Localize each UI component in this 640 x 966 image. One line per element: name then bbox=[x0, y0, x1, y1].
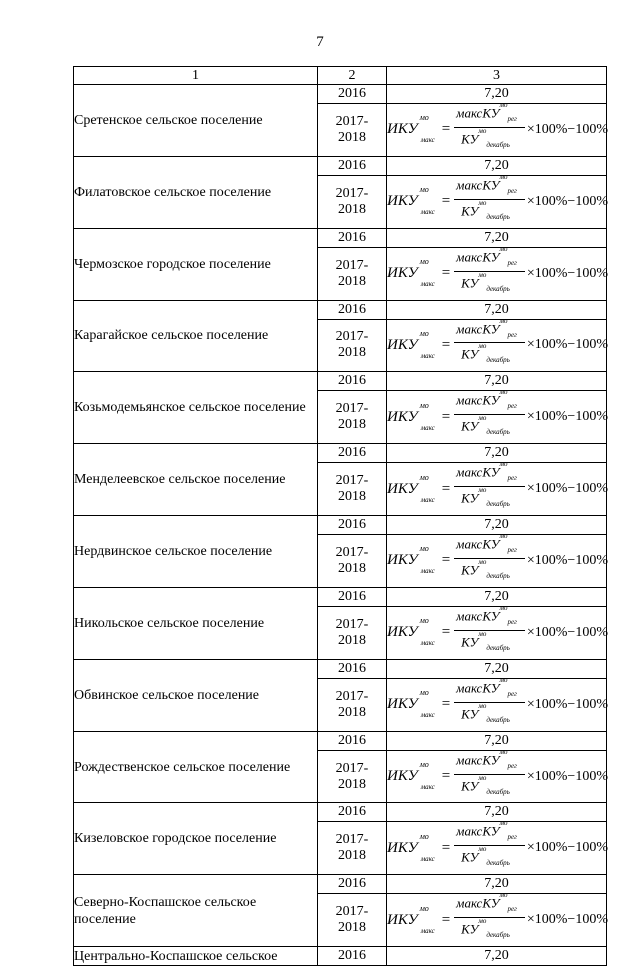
formula-lhs-symbol: ИКУ bbox=[387, 768, 418, 785]
settlement-name: Филатовское сельское поселение bbox=[74, 156, 318, 228]
year-range-cell: 2017- 2018 bbox=[318, 175, 387, 228]
table-row bbox=[74, 444, 607, 463]
formula-denominator-superscript: мо bbox=[478, 126, 487, 135]
formula-lhs bbox=[387, 257, 438, 289]
formula-lhs bbox=[387, 185, 438, 217]
formula-denominator-symbol: КУ bbox=[461, 418, 479, 434]
formula-numerator bbox=[454, 891, 525, 918]
table-row bbox=[74, 803, 607, 822]
formula-equals: = bbox=[441, 193, 451, 210]
capacity-increase-formula bbox=[387, 819, 608, 874]
formula-numerator-symbol: максКУ bbox=[456, 608, 500, 624]
formula-denominator-symbol: КУ bbox=[461, 490, 479, 506]
formula-numerator-symbol: максКУ bbox=[456, 105, 500, 121]
formula-fraction bbox=[454, 172, 525, 228]
formula-lhs-subscript: макс bbox=[420, 351, 435, 360]
formula-numerator-subscript: рег bbox=[507, 689, 517, 698]
formula-numerator-subscript: рег bbox=[507, 474, 517, 483]
formula-cell bbox=[387, 388, 608, 444]
formula-tail: ×100%−100% bbox=[526, 768, 608, 784]
formula-denominator-symbol: КУ bbox=[461, 849, 479, 865]
formula-numerator-subscript: рег bbox=[507, 545, 517, 554]
formula-lhs-subscript: макс bbox=[420, 926, 435, 935]
formula-numerator-subscript: рег bbox=[507, 402, 517, 411]
formula-denominator-subscript: декабрь bbox=[486, 859, 510, 868]
formula-denominator-subscript: декабрь bbox=[486, 643, 510, 652]
table-row bbox=[74, 875, 607, 894]
formula-fraction bbox=[454, 891, 525, 946]
formula-denominator-subscript: декабрь bbox=[486, 284, 510, 293]
formula-cell bbox=[387, 603, 608, 659]
capacity-increase-formula bbox=[387, 603, 608, 659]
formula-numerator bbox=[454, 101, 525, 128]
formula-fraction bbox=[454, 819, 525, 874]
year-cell: 2016 bbox=[318, 731, 387, 750]
index-value: 7,20 bbox=[387, 228, 607, 247]
year-range-cell: 2017- 2018 bbox=[318, 822, 387, 875]
formula-cell bbox=[387, 532, 608, 588]
capacity-increase-formula bbox=[387, 532, 608, 587]
index-value: 7,20 bbox=[387, 947, 607, 966]
formula-numerator-symbol: максКУ bbox=[456, 536, 500, 552]
formula-fraction bbox=[454, 532, 525, 587]
formula-equals: = bbox=[441, 480, 451, 497]
formula-numerator-superscript: мо bbox=[499, 819, 508, 828]
year-range-cell: 2017- 2018 bbox=[318, 104, 387, 157]
table-row bbox=[74, 587, 607, 606]
formula-lhs-subscript: макс bbox=[420, 423, 435, 432]
formula-lhs-subscript: макс bbox=[420, 567, 435, 576]
formula-denominator-superscript: мо bbox=[478, 845, 487, 854]
formula-denominator-subscript: декабрь bbox=[486, 140, 510, 149]
index-value: 7,20 bbox=[387, 731, 607, 750]
formula-tail: ×100%−100% bbox=[526, 912, 608, 928]
year-range-cell: 2017- 2018 bbox=[318, 391, 387, 444]
year-range-cell: 2017- 2018 bbox=[318, 678, 387, 731]
formula-denominator bbox=[459, 703, 520, 731]
formula-denominator bbox=[459, 846, 520, 874]
formula-lhs bbox=[387, 472, 438, 504]
formula-denominator bbox=[459, 631, 520, 659]
table-row bbox=[74, 156, 607, 175]
settlement-name: Кизеловское городское поселение bbox=[74, 803, 318, 875]
column-header-2: 2 bbox=[318, 67, 387, 85]
formula-denominator-superscript: мо bbox=[478, 917, 487, 926]
formula-denominator bbox=[459, 343, 520, 371]
formula-denominator-symbol: КУ bbox=[461, 634, 479, 650]
settlement-name: Карагайское сельское поселение bbox=[74, 300, 318, 372]
index-value: 7,20 bbox=[387, 372, 607, 391]
year-cell: 2016 bbox=[318, 228, 387, 247]
formula-numerator-superscript: мо bbox=[499, 675, 508, 684]
formula-equals: = bbox=[441, 839, 451, 856]
formula-numerator-superscript: мо bbox=[499, 172, 508, 181]
table-row bbox=[74, 516, 607, 535]
year-cell: 2016 bbox=[318, 300, 387, 319]
formula-denominator-subscript: декабрь bbox=[486, 500, 510, 509]
formula-denominator-subscript: декабрь bbox=[486, 931, 510, 940]
formula-lhs-symbol: ИКУ bbox=[387, 552, 418, 569]
table-row bbox=[74, 659, 607, 678]
formula-lhs-symbol: ИКУ bbox=[387, 265, 418, 282]
formula-cell bbox=[387, 172, 608, 228]
page-number: 7 bbox=[316, 34, 324, 50]
table-row bbox=[74, 228, 607, 247]
formula-tail: ×100%−100% bbox=[526, 409, 608, 425]
formula-numerator-subscript: рег bbox=[507, 330, 517, 339]
formula-denominator-superscript: мо bbox=[478, 773, 487, 782]
formula-cell bbox=[387, 244, 608, 300]
formula-numerator-symbol: максКУ bbox=[456, 895, 500, 911]
index-value: 7,20 bbox=[387, 516, 607, 535]
table-row bbox=[74, 947, 607, 966]
formula-lhs bbox=[387, 113, 438, 145]
formula-equals: = bbox=[441, 552, 451, 569]
formula-numerator bbox=[454, 675, 525, 703]
formula-lhs bbox=[387, 400, 438, 432]
formula-denominator-subscript: декабрь bbox=[486, 428, 510, 437]
formula-numerator-symbol: максКУ bbox=[456, 392, 500, 408]
formula-denominator-symbol: КУ bbox=[461, 346, 479, 362]
index-value: 7,20 bbox=[387, 587, 607, 606]
year-cell: 2016 bbox=[318, 803, 387, 822]
formula-numerator bbox=[454, 316, 525, 344]
formula-denominator-symbol: КУ bbox=[461, 706, 479, 721]
formula-lhs-subscript: макс bbox=[420, 711, 435, 720]
settlement-name: Менделеевское сельское поселение bbox=[74, 444, 318, 516]
formula-denominator-symbol: КУ bbox=[461, 562, 479, 578]
formula-fraction bbox=[454, 316, 525, 372]
formula-lhs-superscript: мо bbox=[419, 688, 429, 698]
column-header-1: 1 bbox=[74, 67, 318, 85]
formula-lhs bbox=[387, 903, 438, 935]
formula-tail: ×100%−100% bbox=[526, 552, 608, 568]
formula-cell bbox=[387, 747, 608, 803]
formula-lhs-subscript: макс bbox=[420, 280, 435, 289]
year-cell: 2016 bbox=[318, 156, 387, 175]
formula-equals: = bbox=[441, 624, 451, 641]
formula-numerator bbox=[454, 460, 525, 487]
settlement-name: Северно-Коспашское сельское поселение bbox=[74, 875, 318, 947]
formula-denominator bbox=[459, 415, 520, 443]
year-cell: 2016 bbox=[318, 659, 387, 678]
formula-lhs-superscript: мо bbox=[419, 472, 429, 482]
formula-lhs-symbol: ИКУ bbox=[387, 624, 418, 641]
formula-lhs-symbol: ИКУ bbox=[387, 121, 418, 138]
year-range-cell: 2017- 2018 bbox=[318, 247, 387, 300]
formula-fraction bbox=[454, 675, 525, 731]
formula-numerator-superscript: мо bbox=[499, 603, 508, 612]
formula-denominator-superscript: мо bbox=[478, 557, 487, 566]
formula-denominator bbox=[459, 128, 520, 156]
formula-numerator-symbol: максКУ bbox=[456, 177, 500, 193]
formula-fraction bbox=[454, 388, 525, 443]
capacity-increase-formula bbox=[387, 101, 608, 156]
formula-equals: = bbox=[441, 696, 451, 713]
formula-lhs-subscript: макс bbox=[420, 639, 435, 648]
formula-cell bbox=[387, 819, 608, 875]
year-range-cell: 2017- 2018 bbox=[318, 535, 387, 588]
formula-numerator-superscript: мо bbox=[499, 747, 508, 756]
settlement-name: Нердвинское сельское поселение bbox=[74, 516, 318, 588]
capacity-increase-formula bbox=[387, 244, 608, 300]
table-row bbox=[74, 300, 607, 319]
formula-tail: ×100%−100% bbox=[526, 265, 608, 281]
settlement-name: Козьмодемьянское сельское поселение bbox=[74, 372, 318, 444]
column-header-3: 3 bbox=[387, 67, 607, 85]
formula-fraction bbox=[454, 101, 525, 156]
formula-lhs-subscript: макс bbox=[420, 208, 435, 217]
year-cell: 2016 bbox=[318, 516, 387, 535]
formula-denominator bbox=[459, 775, 520, 803]
formula-numerator-subscript: рег bbox=[507, 833, 517, 842]
index-value: 7,20 bbox=[387, 85, 607, 104]
index-value: 7,20 bbox=[387, 659, 607, 678]
capacity-increase-formula bbox=[387, 891, 608, 946]
settlement-name: Чермозское городское поселение bbox=[74, 228, 318, 300]
formula-numerator-superscript: мо bbox=[499, 532, 508, 541]
formula-lhs-superscript: мо bbox=[419, 185, 429, 195]
formula-numerator-symbol: максКУ bbox=[456, 464, 500, 480]
formula-lhs-superscript: мо bbox=[419, 400, 429, 410]
capacity-increase-formula bbox=[387, 172, 608, 228]
capacity-increase-formula bbox=[387, 675, 608, 731]
formula-denominator-superscript: мо bbox=[478, 270, 487, 279]
formula-tail: ×100%−100% bbox=[526, 624, 608, 640]
index-value: 7,20 bbox=[387, 803, 607, 822]
capacity-increase-formula bbox=[387, 460, 608, 515]
formula-numerator bbox=[454, 819, 525, 846]
formula-numerator-superscript: мо bbox=[499, 891, 508, 900]
formula-equals: = bbox=[441, 768, 451, 785]
formula-denominator-superscript: мо bbox=[478, 198, 487, 207]
formula-tail: ×100%−100% bbox=[526, 481, 608, 497]
formula-lhs-superscript: мо bbox=[419, 328, 429, 338]
settlement-name: Центрально-Коспашское сельское bbox=[74, 947, 318, 966]
formula-numerator-symbol: максКУ bbox=[456, 680, 500, 696]
table-row bbox=[74, 372, 607, 391]
formula-lhs-subscript: макс bbox=[420, 783, 435, 792]
year-cell: 2016 bbox=[318, 85, 387, 104]
formula-numerator-subscript: рег bbox=[507, 905, 517, 914]
formula-denominator-subscript: декабрь bbox=[486, 571, 510, 580]
formula-lhs-symbol: ИКУ bbox=[387, 480, 418, 497]
formula-cell bbox=[387, 316, 608, 372]
formula-numerator-subscript: рег bbox=[507, 186, 517, 195]
capacity-increase-formula bbox=[387, 316, 608, 372]
capacity-increase-formula bbox=[387, 747, 608, 803]
formula-numerator-superscript: мо bbox=[499, 244, 508, 253]
formula-denominator-subscript: декабрь bbox=[486, 356, 510, 365]
year-cell: 2016 bbox=[318, 444, 387, 463]
formula-numerator-symbol: максКУ bbox=[456, 823, 500, 839]
formula-denominator bbox=[459, 487, 520, 515]
formula-cell bbox=[387, 891, 608, 947]
formula-tail: ×100%−100% bbox=[526, 121, 608, 137]
formula-denominator-superscript: мо bbox=[478, 701, 487, 710]
formula-lhs-subscript: макс bbox=[420, 136, 435, 145]
formula-lhs-subscript: макс bbox=[420, 495, 435, 504]
formula-denominator-superscript: мо bbox=[478, 414, 487, 423]
formula-lhs bbox=[387, 760, 438, 792]
year-range-cell: 2017- 2018 bbox=[318, 894, 387, 947]
formula-numerator bbox=[454, 172, 525, 200]
formula-numerator-superscript: мо bbox=[499, 388, 508, 397]
formula-lhs-superscript: мо bbox=[419, 113, 429, 123]
settlement-name: Рождественское сельское поселение bbox=[74, 731, 318, 803]
formula-tail: ×100%−100% bbox=[526, 337, 608, 353]
formula-lhs bbox=[387, 688, 438, 720]
formula-numerator-symbol: максКУ bbox=[456, 751, 500, 767]
year-range-cell: 2017- 2018 bbox=[318, 463, 387, 516]
formula-lhs-superscript: мо bbox=[419, 616, 429, 626]
formula-numerator-symbol: максКУ bbox=[456, 320, 500, 336]
formula-fraction bbox=[454, 603, 525, 659]
formula-cell bbox=[387, 101, 608, 157]
formula-denominator-symbol: КУ bbox=[461, 274, 479, 290]
formula-tail: ×100%−100% bbox=[526, 696, 608, 712]
formula-lhs bbox=[387, 616, 438, 648]
formula-numerator bbox=[454, 388, 525, 415]
tariff-table bbox=[73, 66, 607, 966]
formula-lhs bbox=[387, 831, 438, 863]
formula-tail: ×100%−100% bbox=[526, 840, 608, 856]
formula-lhs-symbol: ИКУ bbox=[387, 193, 418, 210]
formula-numerator-subscript: рег bbox=[507, 258, 517, 267]
formula-lhs-symbol: ИКУ bbox=[387, 839, 418, 856]
formula-cell bbox=[387, 460, 608, 516]
formula-fraction bbox=[454, 244, 525, 300]
formula-numerator bbox=[454, 603, 525, 631]
formula-lhs-superscript: мо bbox=[419, 903, 429, 913]
table-row bbox=[74, 85, 607, 104]
formula-lhs-superscript: мо bbox=[419, 831, 429, 841]
formula-denominator bbox=[459, 918, 520, 946]
formula-numerator bbox=[454, 747, 525, 775]
formula-denominator-subscript: декабрь bbox=[486, 212, 510, 221]
formula-equals: = bbox=[441, 408, 451, 425]
formula-denominator bbox=[459, 272, 520, 300]
formula-numerator-superscript: мо bbox=[499, 316, 508, 325]
capacity-increase-formula bbox=[387, 388, 608, 443]
formula-equals: = bbox=[441, 336, 451, 353]
index-value: 7,20 bbox=[387, 444, 607, 463]
formula-lhs-superscript: мо bbox=[419, 257, 429, 267]
formula-lhs-subscript: макс bbox=[420, 854, 435, 863]
settlement-name: Сретенское сельское поселение bbox=[74, 85, 318, 157]
year-range-cell: 2017- 2018 bbox=[318, 319, 387, 372]
formula-lhs bbox=[387, 328, 438, 360]
formula-numerator-superscript: мо bbox=[499, 101, 508, 109]
header-row bbox=[74, 67, 607, 85]
formula-equals: = bbox=[441, 121, 451, 138]
year-cell: 2016 bbox=[318, 587, 387, 606]
formula-denominator-symbol: КУ bbox=[461, 777, 479, 793]
formula-numerator-subscript: рег bbox=[507, 761, 517, 770]
formula-lhs bbox=[387, 544, 438, 576]
formula-tail: ×100%−100% bbox=[526, 193, 608, 209]
formula-numerator-symbol: максКУ bbox=[456, 249, 500, 265]
settlement-name: Никольское сельское поселение bbox=[74, 587, 318, 659]
formula-denominator-symbol: КУ bbox=[461, 921, 479, 937]
formula-cell bbox=[387, 675, 608, 731]
formula-fraction bbox=[454, 747, 525, 803]
year-cell: 2016 bbox=[318, 372, 387, 391]
formula-denominator bbox=[459, 559, 520, 587]
year-cell: 2016 bbox=[318, 875, 387, 894]
formula-equals: = bbox=[441, 265, 451, 282]
year-range-cell: 2017- 2018 bbox=[318, 606, 387, 659]
formula-denominator-subscript: декабрь bbox=[486, 715, 510, 724]
formula-denominator bbox=[459, 200, 520, 228]
index-value: 7,20 bbox=[387, 156, 607, 175]
formula-lhs-superscript: мо bbox=[419, 544, 429, 554]
formula-numerator-subscript: рег bbox=[507, 114, 517, 123]
formula-lhs-symbol: ИКУ bbox=[387, 408, 418, 425]
formula-lhs-symbol: ИКУ bbox=[387, 336, 418, 353]
formula-fraction bbox=[454, 460, 525, 515]
formula-lhs-superscript: мо bbox=[419, 760, 429, 770]
formula-lhs-symbol: ИКУ bbox=[387, 696, 418, 713]
formula-equals: = bbox=[441, 911, 451, 928]
formula-lhs-symbol: ИКУ bbox=[387, 911, 418, 928]
formula-numerator-subscript: рег bbox=[507, 617, 517, 626]
formula-denominator-symbol: КУ bbox=[461, 203, 479, 219]
index-value: 7,20 bbox=[387, 300, 607, 319]
formula-numerator bbox=[454, 244, 525, 272]
formula-numerator-superscript: мо bbox=[499, 460, 508, 469]
year-range-cell: 2017- 2018 bbox=[318, 750, 387, 803]
formula-denominator-superscript: мо bbox=[478, 486, 487, 495]
settlement-name: Обвинское сельское поселение bbox=[74, 659, 318, 731]
formula-denominator-subscript: декабрь bbox=[486, 787, 510, 796]
index-value: 7,20 bbox=[387, 875, 607, 894]
formula-denominator-superscript: мо bbox=[478, 342, 487, 351]
table-row bbox=[74, 731, 607, 750]
formula-numerator bbox=[454, 532, 525, 559]
year-cell: 2016 bbox=[318, 947, 387, 966]
formula-denominator-symbol: КУ bbox=[461, 131, 479, 147]
formula-denominator-superscript: мо bbox=[478, 629, 487, 638]
